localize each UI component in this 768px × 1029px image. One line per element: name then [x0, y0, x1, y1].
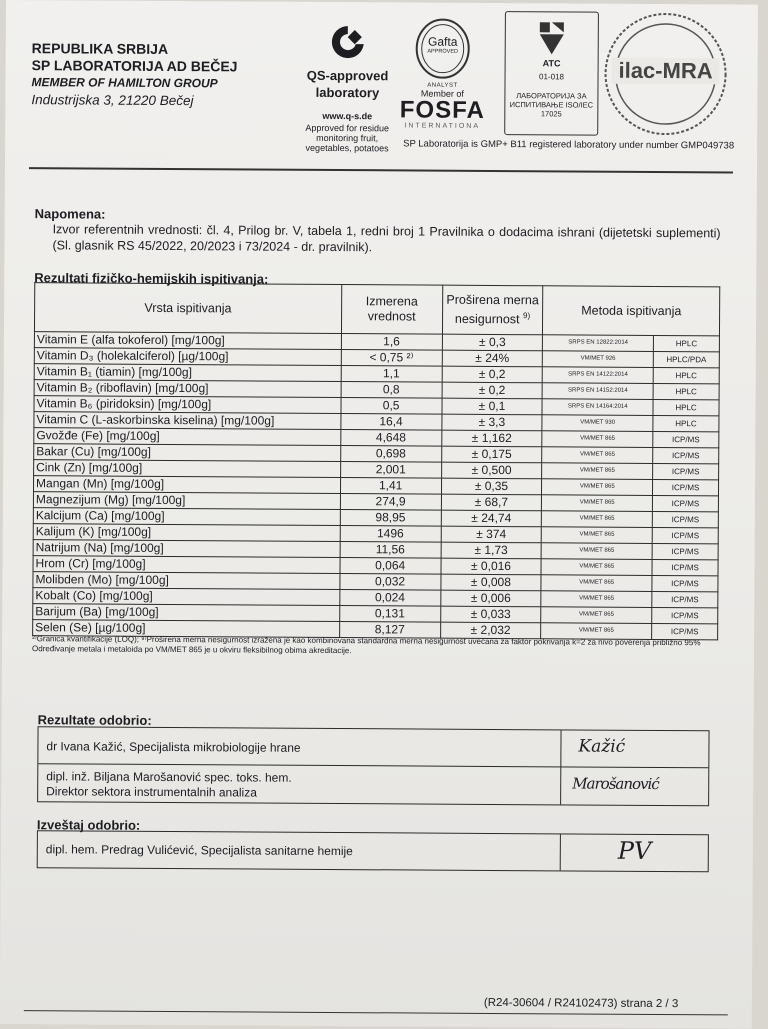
result-method-standard: VM/MET 865	[542, 463, 653, 480]
result-uncertainty: ± 0,016	[441, 558, 542, 575]
result-measured-value: 1,41	[340, 478, 441, 495]
approval-row-divider	[38, 763, 708, 768]
fosfa-member: Member of	[420, 88, 464, 99]
result-method-technique: ICP/MS	[653, 479, 719, 495]
company-line-1: REPUBLIKA SRBIJA	[31, 40, 169, 57]
result-method-standard: VM/MET 865	[542, 495, 653, 512]
result-method-standard: VM/MET 930	[542, 415, 653, 432]
result-measured-value: 274,9	[340, 494, 441, 511]
note-text: Izvor referentnih vrednosti: čl. 4, Prilog br. V, tabela 1, redni broj 1 Pravilnika o dodacima ishrani (dijetetski suplementi) (Sl. glasnik RS 45/2022, 20/2023 i 73/2024 - dr. pravilnik).	[52, 222, 721, 255]
result-measured-value: 11,56	[340, 542, 441, 559]
result-measured-value: 4,648	[341, 430, 442, 447]
result-uncertainty: ± 1,73	[441, 542, 542, 559]
result-measured-value: < 0,75 ²⁾	[341, 350, 442, 367]
result-uncertainty: ± 0,006	[440, 590, 541, 607]
result-name: Barijum (Ba) [mg/100g]	[33, 604, 340, 622]
company-block	[31, 40, 237, 109]
result-uncertainty: ± 374	[441, 526, 542, 543]
result-method-standard: VM/MET 865	[542, 511, 653, 528]
report-approval-box	[37, 830, 709, 872]
gafta-seal	[413, 16, 473, 89]
result-name: Kalcijum (Ca) [mg/100g]	[33, 508, 340, 526]
result-measured-value: 1,1	[341, 366, 442, 383]
result-name: Kobalt (Co) [mg/100g]	[33, 588, 340, 606]
result-name: Natrijum (Na) [mg/100g]	[33, 540, 340, 558]
result-name: Gvožđe (Fe) [mg/100g]	[34, 428, 341, 446]
result-name: Bakar (Cu) [mg/100g]	[34, 444, 341, 462]
results-header-row	[34, 283, 719, 336]
result-uncertainty: ± 0,35	[441, 478, 542, 495]
gafta-approved: APPROVED	[427, 48, 458, 55]
ilac-text: ilac-MRA	[612, 58, 720, 85]
result-method-standard: VM/MET 865	[542, 479, 653, 496]
result-method-standard: SRPS EN 14164:2014	[542, 399, 653, 416]
result-uncertainty: ± 0,2	[442, 382, 543, 399]
approver-1-name: dr Ivana Kažić, Specijalista mikrobiologije hrane	[46, 739, 301, 755]
qs-subtitle: Approved for residue monitoring fruit, vegetables, potatoes	[305, 122, 390, 154]
result-method-technique: HPLC	[653, 335, 719, 351]
qs-logo-icon	[328, 22, 368, 62]
company-line-3: MEMBER OF HAMILTON GROUP	[31, 75, 218, 91]
result-name: Kalijum (K) [mg/100g]	[33, 524, 340, 542]
atc-lab-text: ЛАБОРАТОРИЈА ЗА ИСПИТИВАЊЕ ISO/IEC 17025	[509, 91, 594, 119]
result-uncertainty: ± 24%	[442, 350, 543, 367]
qs-url: www.q-s.de	[322, 110, 373, 122]
result-measured-value: 16,4	[341, 414, 442, 431]
result-name: Magnezijum (Mg) [mg/100g]	[33, 492, 340, 510]
result-uncertainty: ± 0,008	[440, 574, 541, 591]
result-name: Hrom (Cr) [mg/100g]	[33, 556, 340, 574]
result-uncertainty: ± 0,1	[442, 398, 543, 415]
result-name: Vitamin B₂ (riboflavin) [mg/100g]	[34, 380, 341, 398]
results-table	[32, 282, 720, 640]
header-uncertainty-footnote: 9)	[523, 311, 531, 321]
footnote-loq-uncertainty: ²⁾Granica kvantifikacije (LOQ); ⁹⁾Proširena merna nesigurnost izražena je kao kombinovana standardna merna nesigurnost uvećana za faktor pokrivanja k=2 za nivo poverenja približno 95%	[32, 634, 701, 648]
result-method-standard: VM/MET 926	[543, 351, 654, 368]
result-measured-value: 1496	[340, 526, 441, 543]
result-uncertainty: ± 3,3	[441, 414, 542, 431]
results-approved-heading: Rezultate odobrio:	[37, 712, 152, 728]
result-uncertainty: ± 1,162	[441, 430, 542, 447]
report-approved-heading: Izveštaj odobrio:	[36, 817, 141, 833]
result-method-technique: ICP/MS	[653, 463, 719, 479]
result-uncertainty: ± 0,3	[442, 334, 543, 351]
gafta-caption: ANALYST	[427, 82, 458, 89]
note-section	[34, 206, 720, 257]
atc-logo-icon	[538, 20, 566, 56]
header-measured-value: Izmerena vrednost	[341, 285, 442, 335]
approver-2-line-1: dipl. inž. Biljana Marošanović spec. toks. hem.	[46, 769, 292, 785]
result-name: Vitamin D₃ (holekalciferol) [µg/100g]	[34, 348, 341, 366]
signature-column-divider	[560, 834, 561, 870]
approver-2-name	[46, 769, 292, 800]
header-test-type: Vrsta ispitivanja	[34, 283, 341, 334]
qs-title: QS-approved laboratory	[306, 67, 389, 101]
company-line-2: SP LABORATORIJA AD BEČEJ	[31, 57, 238, 75]
result-measured-value: 0,698	[340, 446, 441, 463]
footnote-accreditation: Određivanje metala i metaloida po VM/MET 865 je u okviru fleksibilnog obima akreditacije.	[32, 644, 352, 656]
result-method-standard: SRPS EN 14152:2014	[542, 383, 653, 400]
header-method: Metoda ispitivanja	[543, 286, 720, 336]
result-name: Mangan (Mn) [mg/100g]	[33, 476, 340, 494]
result-measured-value: 8,127	[339, 622, 440, 639]
fosfa-name: FOSFA	[399, 96, 485, 124]
result-method-standard: VM/MET 865	[541, 623, 652, 640]
ilac-mra-seal	[603, 12, 728, 137]
result-method-technique: ICP/MS	[653, 447, 719, 463]
result-method-standard: VM/MET 865	[541, 591, 652, 608]
result-name: Vitamin E (alfa tokoferol) [mg/100g]	[34, 332, 341, 350]
result-method-standard: VM/MET 865	[542, 447, 653, 464]
note-heading: Napomena:	[34, 206, 106, 222]
results-approval-box	[37, 726, 709, 806]
approver-3-name: dipl. hem. Predrag Vulićević, Specijalista sanitarne hemije	[45, 842, 353, 859]
header-uncertainty-text: Proširena merna nesigurnost	[446, 292, 539, 327]
result-method-technique: ICP/MS	[652, 495, 718, 511]
result-method-technique: ICP/MS	[652, 591, 718, 607]
result-method-technique: ICP/MS	[652, 527, 718, 543]
result-method-technique: ICP/MS	[652, 623, 718, 639]
result-measured-value: 2,001	[340, 462, 441, 479]
result-measured-value: 1,6	[341, 334, 442, 351]
result-method-standard: VM/MET 865	[541, 575, 652, 592]
page-reference: (R24-30604 / R24102473) strana 2 / 3	[483, 996, 679, 1011]
result-method-technique: ICP/MS	[652, 559, 718, 575]
result-measured-value: 98,95	[340, 510, 441, 527]
result-method-technique: ICP/MS	[652, 543, 718, 559]
result-uncertainty: ± 0,2	[442, 366, 543, 383]
result-uncertainty: ± 0,033	[440, 606, 541, 623]
gafta-name: Gafta	[428, 34, 458, 49]
result-method-technique: HPLC	[653, 383, 719, 399]
result-measured-value: 0,032	[340, 574, 441, 591]
atc-code: ATC	[542, 58, 561, 69]
result-name: Selen (Se) [µg/100g]	[33, 620, 340, 638]
results-title: Rezultati fizičko-hemijskih ispitivanja:	[34, 270, 269, 287]
results-body	[33, 332, 720, 640]
result-method-standard: SRPS EN 12822:2014	[543, 335, 654, 352]
result-uncertainty: ± 0,175	[441, 446, 542, 463]
result-method-standard: VM/MET 865	[541, 607, 652, 624]
signature-1: Kažić	[578, 736, 626, 757]
result-name: Cink (Zn) [mg/100g]	[34, 460, 341, 478]
result-uncertainty: ± 2,032	[440, 622, 541, 639]
result-measured-value: 0,131	[339, 606, 440, 623]
result-method-standard: VM/MET 865	[541, 559, 652, 576]
result-method-technique: ICP/MS	[653, 431, 719, 447]
result-method-technique: ICP/MS	[652, 575, 718, 591]
result-method-standard: VM/MET 865	[542, 527, 653, 544]
company-address: Industrijska 3, 21220 Bečej	[31, 92, 194, 109]
result-uncertainty: ± 68,7	[441, 494, 542, 511]
result-method-standard: SRPS EN 14122:2014	[543, 367, 654, 384]
footer-divider	[24, 1010, 728, 1015]
result-method-standard: VM/MET 865	[541, 543, 652, 560]
signature-2: Marošanović	[572, 774, 659, 794]
result-name: Vitamin C (L-askorbinska kiselina) [mg/100g]	[34, 412, 341, 430]
result-method-technique: HPLC/PDA	[653, 351, 719, 367]
result-method-standard: VM/MET 865	[542, 431, 653, 448]
result-measured-value: 0,8	[341, 382, 442, 399]
footnotes	[32, 634, 722, 658]
header-divider	[29, 167, 733, 173]
result-name: Vitamin B₆ (piridoksin) [mg/100g]	[34, 396, 341, 414]
signature-3: PV	[617, 836, 652, 865]
result-measured-value: 0,024	[340, 590, 441, 607]
result-uncertainty: ± 24,74	[441, 510, 542, 527]
header-uncertainty	[442, 285, 543, 335]
atc-accreditation-box	[504, 11, 599, 136]
result-uncertainty: ± 0,500	[441, 462, 542, 479]
result-method-technique: HPLC	[653, 399, 719, 415]
fosfa-badge	[397, 88, 487, 130]
result-method-technique: HPLC	[653, 415, 719, 431]
result-method-technique: HPLC	[653, 367, 719, 383]
result-name: Molibden (Mo) [mg/100g]	[33, 572, 340, 590]
result-method-technique: ICP/MS	[652, 511, 718, 527]
gmp-registration-note: SP Laboratorija is GMP+ B11 registered laboratory under number GMP049738	[403, 138, 735, 152]
fosfa-sub: INTERNATIONA	[404, 122, 481, 130]
atc-number: 01-018	[539, 72, 565, 82]
result-measured-value: 0,5	[341, 398, 442, 415]
approver-2-line-2: Direktor sektora instrumentalnih analiza	[46, 784, 257, 800]
qs-badge	[293, 22, 402, 154]
result-name: Vitamin B₁ (tiamin) [mg/100g]	[34, 364, 341, 382]
result-measured-value: 0,064	[340, 558, 441, 575]
result-method-technique: ICP/MS	[652, 607, 718, 623]
